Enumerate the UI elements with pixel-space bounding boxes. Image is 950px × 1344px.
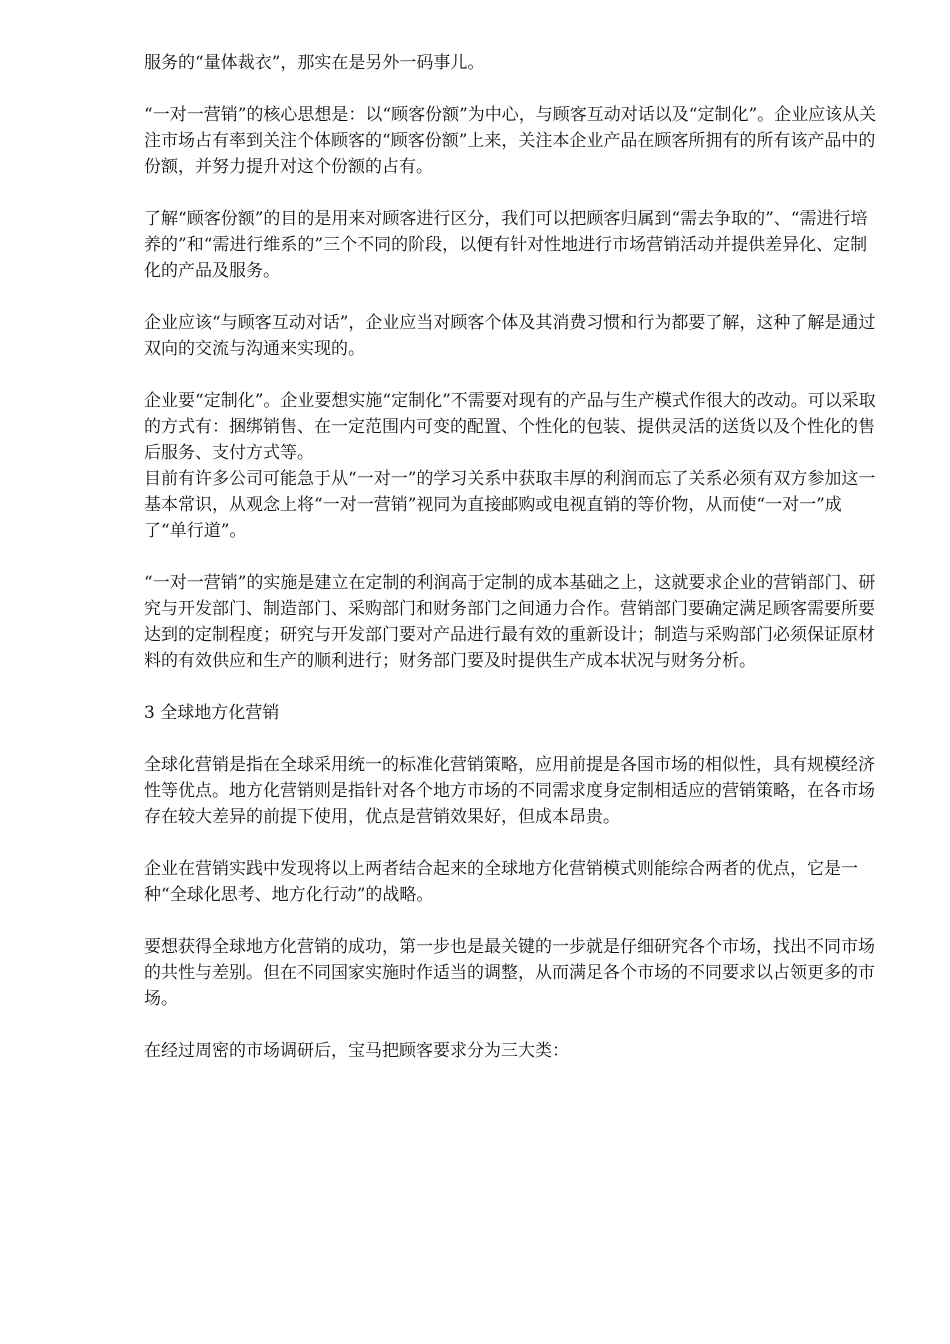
section-heading: 3 全球地方化营销 xyxy=(144,703,280,723)
paragraph-spacer xyxy=(144,674,884,700)
paragraph-spacer xyxy=(144,1012,884,1038)
paragraph-spacer xyxy=(144,544,884,570)
paragraph: 全球化营销是指在全球采用统一的标准化营销策略，应用前提是各国市场的相似性，具有规模经济性等优点。地方化营销则是指针对各个地方市场的不同需求度身定制相适应的营销策略，在各市场存在较大差异的前提下使用，优点是营销效果好，但成本昂贵。 xyxy=(144,755,875,827)
paragraph: 企业应该“与顾客互动对话”，企业应当对顾客个体及其消费习惯和行为都要了解，这种了解是通过双向的交流与沟通来实现的。 xyxy=(144,313,876,359)
paragraph: 了解“顾客份额”的目的是用来对顾客进行区分，我们可以把顾客归属到“需去争取的”、“需进行培养的”和“需进行维系的”三个不同的阶段，以便有针对性地进行市场营销活动并提供差异化、定制化的产品及服务。 xyxy=(144,209,868,281)
paragraph: 在经过周密的市场调研后，宝马把顾客要求分为三大类： xyxy=(144,1041,569,1061)
paragraph-spacer xyxy=(144,908,884,934)
paragraph-spacer xyxy=(144,362,884,388)
paragraph-spacer xyxy=(144,284,884,310)
paragraph: 企业要“定制化”。企业要想实施“定制化”不需要对现有的产品与生产模式作很大的改动。可以采取的方式有：捆绑销售、在一定范围内可变的配置、个性化的包装、提供灵活的送货以及个性化的售后服务、支付方式等。 xyxy=(144,391,876,463)
paragraph: 服务的“量体裁衣”，那实在是另外一码事儿。 xyxy=(144,53,485,73)
paragraph: 企业在营销实践中发现将以上两者结合起来的全球地方化营销模式则能综合两者的优点，它是一种“全球化思考、地方化行动”的战略。 xyxy=(144,859,858,905)
document-body xyxy=(144,50,884,1064)
paragraph-spacer xyxy=(144,180,884,206)
paragraph-spacer xyxy=(144,76,884,102)
paragraph-spacer xyxy=(144,726,884,752)
paragraph-spacer xyxy=(144,830,884,856)
paragraph: 目前有许多公司可能急于从“一对一”的学习关系中获取丰厚的利润而忘了关系必须有双方参加这一基本常识，从观念上将“一对一营销”视同为直接邮购或电视直销的等价物，从而使“一对一”成了“单行道”。 xyxy=(144,469,876,541)
paragraph: “一对一营销”的实施是建立在定制的利润高于定制的成本基础之上，这就要求企业的营销部门、研究与开发部门、制造部门、采购部门和财务部门之间通力合作。营销部门要确定满足顾客需要所要达到的定制程度；研究与开发部门要对产品进行最有效的重新设计；制造与采购部门必须保证原材料的有效供应和生产的顺利进行；财务部门要及时提供生产成本状况与财务分析。 xyxy=(144,573,876,671)
paragraph: 要想获得全球地方化营销的成功，第一步也是最关键的一步就是仔细研究各个市场，找出不同市场的共性与差别。但在不同国家实施时作适当的调整，从而满足各个市场的不同要求以占领更多的市场。 xyxy=(144,937,875,1009)
paragraph: “一对一营销”的核心思想是：以“顾客份额”为中心，与顾客互动对话以及“定制化”。企业应该从关注市场占有率到关注个体顾客的“顾客份额”上来，关注本企业产品在顾客所拥有的所有该产品中的份额，并努力提升对这个份额的占有。 xyxy=(144,105,877,177)
